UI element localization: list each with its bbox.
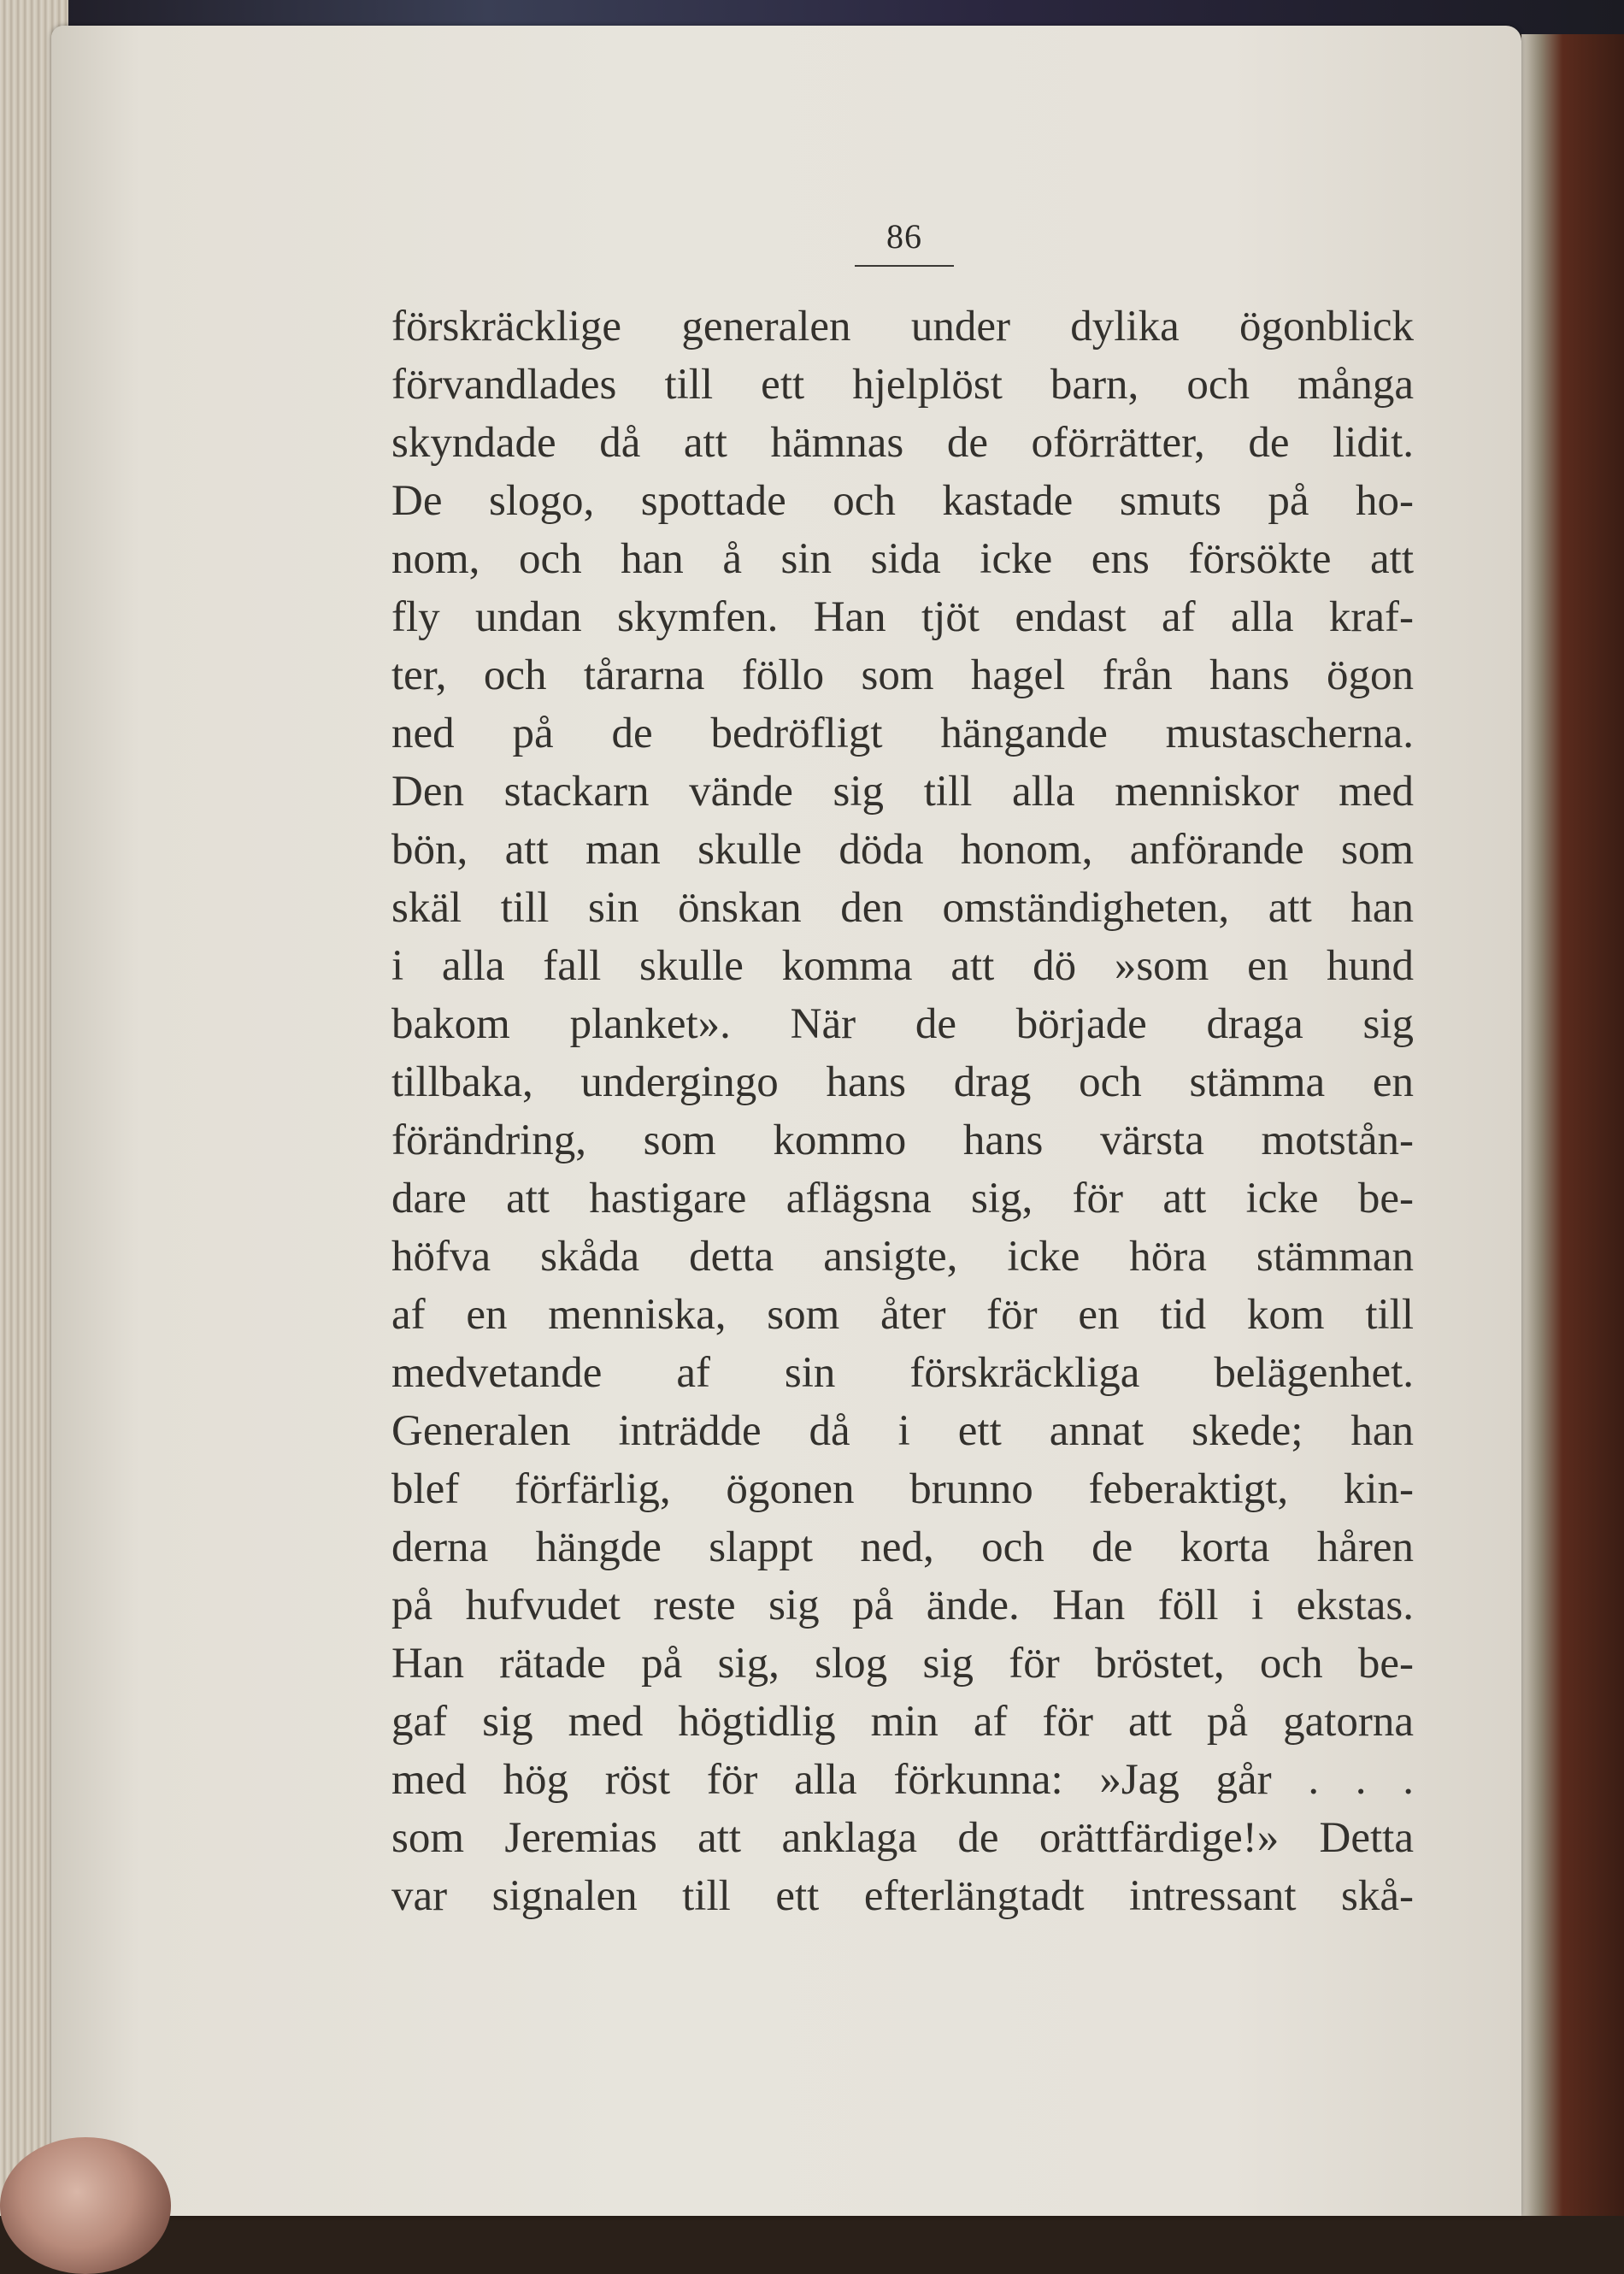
text-line: bön, att man skulle döda honom, anförande som: [391, 826, 1414, 874]
text-line: derna hängde slappt ned, och de korta håren: [391, 1523, 1414, 1571]
book-page: [51, 26, 1521, 2216]
text-line: af en menniska, som åter för en tid kom till: [391, 1291, 1414, 1339]
page-number: 86: [886, 217, 922, 256]
text-line: skyndade då att hämnas de oförrätter, de lidit.: [391, 419, 1414, 467]
text-line: Den stackarn vände sig till alla menniskor med: [391, 768, 1414, 816]
text-line: förvandlades till ett hjelplöst barn, och många: [391, 361, 1414, 409]
book-cover-right: [1521, 34, 1624, 2216]
text-line: nom, och han å sin sida icke ens försökte att: [391, 535, 1414, 583]
text-line: förändring, som kommo hans värsta motstån-: [391, 1116, 1414, 1164]
text-line: medvetande af sin förskräckliga belägenhet.: [391, 1349, 1414, 1397]
body-text: [391, 298, 1414, 1925]
text-line: som Jeremias att anklaga de orättfärdige!» Detta: [391, 1814, 1414, 1862]
text-line: höfva skåda detta ansigte, icke höra stämman: [391, 1233, 1414, 1281]
text-line: Generalen inträdde då i ett annat skede; han: [391, 1407, 1414, 1455]
text-line: med hög röst för alla förkunna: »Jag går . . .: [391, 1756, 1414, 1804]
text-line: ned på de bedröfligt hängande mustascherna.: [391, 710, 1414, 757]
text-line: fly undan skymfen. Han tjöt endast af alla kraf-: [391, 593, 1414, 641]
text-line: ter, och tårarna föllo som hagel från hans ögon: [391, 651, 1414, 699]
thumb: [0, 2137, 171, 2274]
text-line: gaf sig med högtidlig min af för att på gatorna: [391, 1698, 1414, 1746]
page-header: [855, 215, 954, 258]
text-line: Han rätade på sig, slog sig för bröstet, och be-: [391, 1640, 1414, 1688]
text-line: bakom planket». När de började draga sig: [391, 1000, 1414, 1048]
text-line: skäl till sin önskan den omständigheten, att han: [391, 884, 1414, 932]
page-number-rule: [855, 265, 954, 267]
text-line: på hufvudet reste sig på ände. Han föll i ekstas.: [391, 1582, 1414, 1629]
text-line: var signalen till ett efterlängtadt intressant skå-: [391, 1872, 1414, 1920]
text-line: De slogo, spottade och kastade smuts på ho-: [391, 477, 1414, 525]
text-line: tillbaka, undergingo hans drag och stämma en: [391, 1058, 1414, 1106]
text-line: blef förfärlig, ögonen brunno feberaktigt, kin-: [391, 1465, 1414, 1513]
text-line: dare att hastigare aflägsna sig, för att icke be-: [391, 1175, 1414, 1222]
text-line: förskräcklige generalen under dylika ögonblick: [391, 303, 1414, 351]
text-line: i alla fall skulle komma att dö »som en hund: [391, 942, 1414, 990]
